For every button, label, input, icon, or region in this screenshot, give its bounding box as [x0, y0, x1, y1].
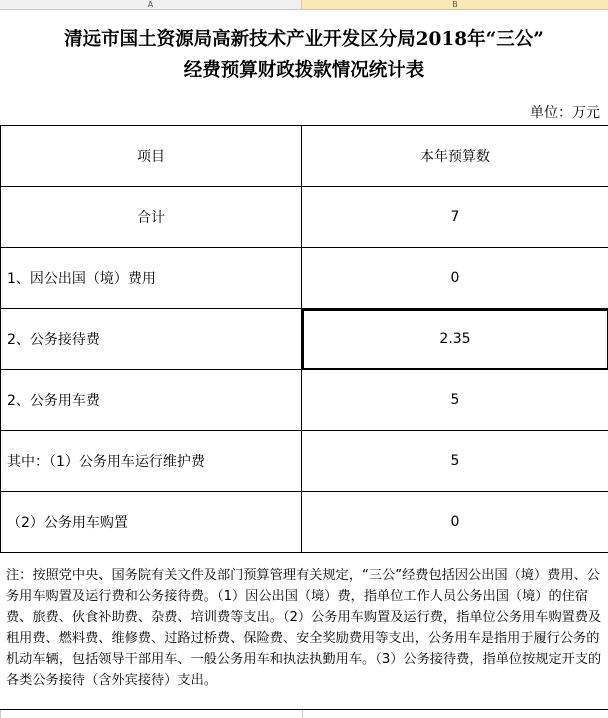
column-header-b[interactable]: B [302, 0, 608, 9]
title-line-1: 清远市国土资源局高新技术产业开发区分局2018年“三公” [64, 29, 544, 50]
table-row [1, 431, 608, 492]
row-label-cell[interactable]: 1、因公出国（境）费用 [1, 248, 302, 309]
table-row [1, 248, 608, 309]
row-label-cell[interactable]: 其中：（1）公务用车运行维护费 [1, 431, 302, 492]
row-value-cell[interactable]: 5 [302, 370, 608, 431]
row-value-cell[interactable]: 7 [302, 187, 608, 248]
column-header-strip [0, 0, 608, 10]
table-row [1, 370, 608, 431]
table-row [1, 309, 608, 370]
row-label-cell[interactable]: （2）公务用车购置 [1, 492, 302, 553]
budget-table [0, 125, 608, 553]
table-row [1, 492, 608, 553]
empty-row[interactable] [0, 710, 608, 718]
header-item-cell[interactable]: 项目 [1, 126, 302, 187]
row-label-cell[interactable]: 合计 [1, 187, 302, 248]
row-label-cell[interactable]: 2、公务用车费 [1, 370, 302, 431]
header-value-cell[interactable]: 本年预算数 [302, 126, 608, 187]
title-line-2: 经费预算财政拨款情况统计表 [183, 60, 425, 81]
unit-label[interactable]: 单位：万元 [530, 105, 600, 121]
selected-cell[interactable]: 2.35 [302, 309, 608, 370]
table-row [1, 187, 608, 248]
sheet-title[interactable] [0, 24, 608, 86]
row-value-cell[interactable]: 0 [302, 492, 608, 553]
column-header-a[interactable]: A [0, 0, 302, 9]
table-header-row [1, 126, 608, 187]
footnote-cell[interactable]: 注：按照党中央、国务院有关文件及部门预算管理有关规定，“三公”经费包括因公出国（境）费用、公务用车购置及运行费和公务接待费。（1）因公出国（境）费，指单位工作人员公务出国（境）的住宿费、旅费、伙食补助费、杂费、培训费等支出。（2）公务用车购置及运行费，指单位公务用车购置费及租用费、燃料费、维修费、过路过桥费、保险费、安全奖励费用等支出，公务用车是指用于履行公务的机动车辆，包括领导干部用车、一般公务用车和执法执勤用车。（3）公务接待费，指单位按规定开支的各类公务接待（含外宾接待）支出。 [0, 552, 608, 710]
row-value-cell[interactable]: 0 [302, 248, 608, 309]
row-value-cell[interactable]: 5 [302, 431, 608, 492]
row-label-cell[interactable]: 2、公务接待费 [1, 309, 302, 370]
